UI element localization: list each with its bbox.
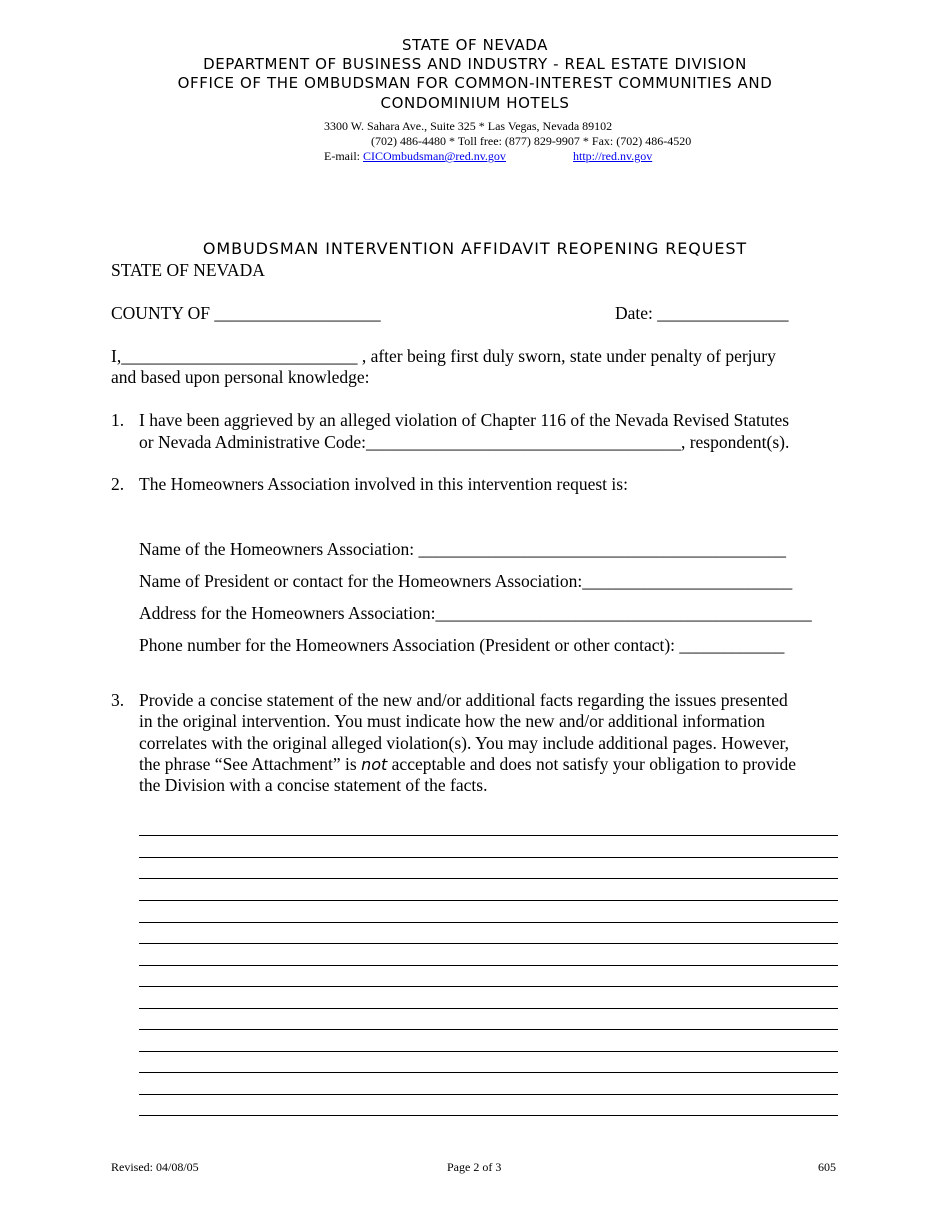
email-link[interactable]: CICOmbudsman@red.nv.gov [363,149,506,163]
intro-line2: and based upon personal knowledge: [111,367,370,387]
hoa-address-field[interactable]: Address for the Homeowners Association:___________________________________________ [139,603,812,623]
item3-number: 3. [111,690,125,710]
header-department: DEPARTMENT OF BUSINESS AND INDUSTRY - REAL ESTATE DIVISION [203,55,747,73]
item3-line2: in the original intervention. You must indicate how the new and/or additional information [139,711,766,731]
answer-line[interactable] [139,922,838,923]
item2-number: 2. [111,474,125,494]
answer-line[interactable] [139,1029,838,1030]
item3-line4 [139,754,796,775]
answer-line[interactable] [139,900,838,901]
answer-line[interactable] [139,986,838,987]
hoa-president-field[interactable]: Name of President or contact for the Homeowners Association:________________________ [139,571,793,591]
form-title: OMBUDSMAN INTERVENTION AFFIDAVIT REOPENING REQUEST [202,239,748,258]
footer-revised: Revised: 04/08/05 [111,1160,199,1174]
item3-line1: Provide a concise statement of the new and/or additional facts regarding the issues presented [139,690,788,710]
answer-line[interactable] [139,835,838,836]
answer-line[interactable] [139,1051,838,1052]
item2-text: The Homeowners Association involved in this intervention request is: [139,474,628,494]
intro-line1[interactable]: I,___________________________ , after being first duly sworn, state under penalty of perjury [111,346,776,366]
date-field[interactable]: Date: _______________ [615,303,789,323]
email-label: E-mail: [324,149,363,163]
header-office-line2: CONDOMINIUM HOTELS [380,94,570,112]
item3-emphasis-not: not [361,755,388,774]
header-phones: (702) 486-4480 * Toll free: (877) 829-9907 * Fax: (702) 486-4520 [371,134,692,148]
answer-line[interactable] [139,943,838,944]
footer-form-number: 605 [818,1160,836,1174]
item3-line3: correlates with the original alleged violation(s). You may include additional pages. However, [139,733,790,753]
answer-line[interactable] [139,878,838,879]
header-office-line1: OFFICE OF THE OMBUDSMAN FOR COMMON-INTEREST COMMUNITIES AND [177,74,773,92]
item1-line1: I have been aggrieved by an alleged violation of Chapter 116 of the Nevada Revised Statutes [139,410,790,430]
footer-page-number: Page 2 of 3 [447,1160,502,1174]
hoa-phone-field[interactable]: Phone number for the Homeowners Association (President or other contact): ____________ [139,635,785,655]
answer-line[interactable] [139,1115,838,1116]
item1-number: 1. [111,410,125,430]
answer-line[interactable] [139,965,838,966]
item3-line5: the Division with a concise statement of the facts. [139,775,488,795]
answer-line[interactable] [139,857,838,858]
answer-line[interactable] [139,1008,838,1009]
county-field[interactable]: COUNTY OF ___________________ [111,303,381,323]
header-email-row [324,148,506,164]
website-link[interactable]: http://red.nv.gov [573,149,653,163]
state-line: STATE OF NEVADA [111,260,265,280]
header-address: 3300 W. Sahara Ave., Suite 325 * Las Vegas, Nevada 89102 [324,119,613,133]
item3-line4-start: the phrase “See Attachment” is [139,754,362,774]
answer-line[interactable] [139,1094,838,1095]
item1-line2[interactable]: or Nevada Administrative Code:____________________________________, respondent(s). [139,432,790,452]
answer-line[interactable] [139,1072,838,1073]
item3-line4-end: acceptable and does not satisfy your obligation to provide [387,754,796,774]
hoa-name-field[interactable]: Name of the Homeowners Association: __________________________________________ [139,539,786,559]
header-state: STATE OF NEVADA [401,36,549,54]
